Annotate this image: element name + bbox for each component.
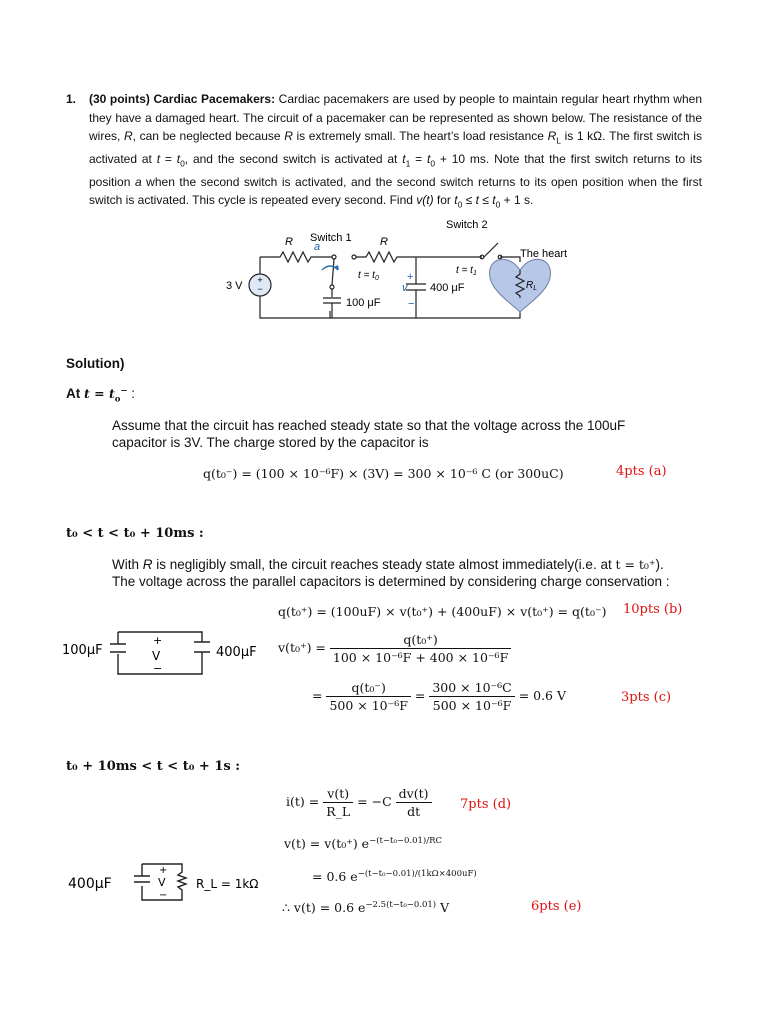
- svg-text:+: +: [257, 275, 263, 285]
- step3-eq4-base: ∴ v(t) = 0.6 e: [282, 900, 366, 916]
- var-sub: L: [556, 135, 561, 146]
- label-r-left: R: [285, 236, 293, 248]
- label-rl: R: [526, 280, 534, 291]
- step2-eq2-lhs: v(t₀⁺) =: [278, 640, 326, 655]
- switch1-blade: [332, 259, 334, 285]
- label-source: 3 V: [226, 280, 243, 292]
- var-rl: R: [547, 129, 557, 143]
- step2-text-3: ).: [655, 557, 664, 572]
- label-t0-sub: 0: [374, 275, 379, 282]
- label-t-eq-t0: t = t: [358, 270, 375, 281]
- step2-text-4: The voltage across the parallel capacitors is determined by considering charge conservation :: [112, 574, 670, 589]
- step3-eq4: [282, 900, 449, 915]
- label-t1-sub: 1: [472, 270, 477, 277]
- sketch1-left-label: 100μF: [62, 643, 103, 658]
- step2-heading: t₀ < t < t₀ + 10ms :: [66, 526, 204, 541]
- var-t: t: [475, 193, 479, 208]
- sketch1-right-label: 400μF: [216, 645, 257, 660]
- points-d: 7pts (d): [460, 797, 512, 812]
- sketch2-left-label: 400μF: [68, 876, 112, 892]
- step3-eq1-num2: dv(t): [396, 786, 432, 803]
- step2-eq3-den: 500 × 10⁻⁶F: [329, 698, 408, 713]
- sketch2-plus: +: [159, 865, 168, 876]
- svg-text:t = t0: [358, 270, 379, 282]
- label-v: v: [402, 282, 408, 294]
- var-sub: 0: [430, 158, 436, 169]
- points-e: 6pts (e): [531, 899, 582, 914]
- problem-statement: [66, 90, 702, 214]
- var-t: t: [402, 151, 406, 166]
- step3-eq1-mid: = −C: [357, 794, 392, 809]
- problem-text: for: [433, 193, 455, 208]
- step2-eq1: q(t₀⁺) = (100uF) × v(t₀⁺) + (400uF) × v(t₀⁺) = q(t₀⁻): [278, 604, 607, 619]
- step2-eq3-den2: 500 × 10⁻⁶F: [432, 698, 512, 713]
- problem-text: ≤: [462, 193, 476, 208]
- solution-heading: Solution): [66, 356, 125, 371]
- step3-eq1-lhs: i(t) =: [286, 794, 320, 809]
- step3-eq2-base: v(t) = v(t₀⁺) e: [284, 836, 370, 852]
- problem-text: + 10 ms. Note that the first switch returns to its position: [89, 151, 702, 189]
- sketch-parallel-capacitors: [60, 624, 270, 684]
- var-t: t: [426, 151, 431, 166]
- step1-equation: q(t₀⁻) = (100 × 10⁻⁶F) × (3V) = 300 × 10⁻⁶ C (or 300uC): [203, 466, 564, 481]
- step1-heading-sub: o: [114, 394, 121, 405]
- switch1-terminal-a: [332, 255, 336, 259]
- step3-eq4-unit: V: [436, 900, 450, 916]
- problem-number: 1.: [66, 92, 77, 106]
- heart-icon: [490, 259, 551, 312]
- svg-text:t = t1: [456, 265, 477, 277]
- step1-heading: [66, 386, 135, 405]
- problem-text: ≤: [478, 193, 493, 208]
- step3-eq1-den: R_L: [326, 804, 351, 819]
- step2-eq3: = $\frac{\text{q(t₀⁻)}}{\text{500 × 10⁻⁶F}}$ = $\frac{\text{300 × 10⁻⁶C}}{\text{500 × 10⁻⁶F}}$ = 0.6 V: [312, 680, 567, 713]
- problem-text: , can be neglected because: [132, 129, 285, 143]
- var-vt: v(t): [416, 193, 434, 208]
- switch1-pivot: [330, 285, 334, 289]
- step2-eq2-num: q(t₀⁺): [330, 632, 511, 649]
- problem-text: , and the second switch is activated at: [184, 151, 403, 166]
- points-b: 10pts (b): [623, 602, 683, 617]
- problem-text: Cardiac pacemakers are used by people to maintain regular heart rhythm when they have a damaged heart. The circuit of a pacemaker can be represented as shown below. The resistance of the wires,: [89, 92, 702, 143]
- problem-text: is extremely small. The heart’s load resistance: [292, 129, 548, 143]
- step2-eq3-result: = 0.6 V: [518, 688, 567, 703]
- var-t: t: [454, 193, 458, 208]
- sketch1-plus: +: [153, 634, 163, 647]
- sketch2-right-label: R_L = 1kΩ: [196, 877, 259, 891]
- step2-eq3-num: q(t₀⁻): [326, 680, 410, 697]
- step3-eq1-num: v(t): [323, 786, 353, 803]
- problem-points-title: (30 points) Cardiac Pacemakers:: [89, 92, 276, 106]
- step2-eq3-num2: 300 × 10⁻⁶C: [429, 680, 514, 697]
- resistor-left: [260, 252, 332, 262]
- label-minus: −: [408, 298, 415, 310]
- step3-eq3-base: = 0.6 e: [312, 869, 358, 885]
- step1-heading-suffix: :: [127, 386, 136, 402]
- problem-text: =: [410, 151, 427, 166]
- problem-text: when the second switch is activated, and the second switch returns to its open position when the first switch is activated. This cycle is repeated every second. Find: [89, 174, 703, 208]
- step2-text: [112, 556, 712, 590]
- step3-eq4-exp: −2.5(t−t₀−0.01): [365, 900, 437, 910]
- sketch1-minus: −: [153, 662, 163, 675]
- pacemaker-circuit-diagram: [220, 212, 580, 324]
- label-r-right: R: [380, 236, 388, 248]
- sketch2-minus: −: [159, 890, 168, 901]
- step3-eq1-den2: dt: [407, 804, 421, 819]
- var-sub: 0: [495, 199, 501, 210]
- step2-t-eq: t = t₀⁺: [615, 557, 656, 572]
- sketch2-v: V: [158, 876, 166, 889]
- step3-eq2-exp: −(t−t₀−0.01)/RC: [369, 836, 443, 846]
- problem-text: =: [160, 151, 177, 166]
- label-switch2: Switch 2: [446, 219, 488, 231]
- var-t: t: [176, 151, 181, 166]
- problem-text: + 1 s.: [500, 193, 534, 208]
- sketch1-v: V: [152, 649, 161, 663]
- step2-var-r: R: [142, 557, 153, 572]
- points-a: 4pts (a): [616, 464, 667, 479]
- label-heart: The heart: [520, 248, 568, 260]
- step3-eq3: [312, 869, 477, 884]
- var-sub: 1: [405, 158, 411, 169]
- switch1-terminal-b: [352, 255, 356, 259]
- step1-heading-math: t = t: [84, 386, 115, 402]
- step3-eq2: [284, 836, 442, 851]
- sketch-capacitor-load: [66, 858, 286, 908]
- label-plus: +: [407, 271, 414, 283]
- problem-text: is 1 kΩ. The first switch is activated at: [89, 129, 703, 166]
- label-cap1: 100 μF: [346, 297, 381, 309]
- label-t-eq-t1: t = t: [456, 265, 473, 276]
- label-rl-sub: L: [533, 285, 538, 292]
- step1-heading-prefix: At: [66, 386, 84, 402]
- step2-text-1: With: [112, 557, 143, 572]
- cap-100uf-symbol: [323, 298, 341, 303]
- var-t: t: [492, 193, 496, 208]
- var-sub: 0: [180, 158, 185, 169]
- var-r: R: [284, 129, 293, 143]
- step1-heading-sup: −: [120, 386, 128, 396]
- step3-eq3-exp: −(t−t₀−0.01)/(1kΩ×400uF): [357, 869, 477, 879]
- step2-eq2: [278, 632, 511, 665]
- points-c: 3pts (c): [621, 690, 672, 705]
- var-t: t: [156, 151, 161, 166]
- svg-text:−: −: [257, 284, 263, 294]
- step1-text: Assume that the circuit has reached steady state so that the voltage across the 100uF capacitor is 3V. The charge stored by the capacitor is: [112, 418, 626, 450]
- step3-eq1: [286, 786, 432, 819]
- step3-heading: t₀ + 10ms < t < t₀ + 1s :: [66, 759, 241, 774]
- label-a: a: [314, 241, 321, 253]
- label-switch1: Switch 1: [310, 232, 352, 244]
- step2-eq2-den: 100 × 10⁻⁶F + 400 × 10⁻⁶F: [332, 650, 509, 665]
- step2-text-2: is negligibly small, the circuit reaches steady state almost immediately(i.e. at: [152, 557, 616, 572]
- var-r: R: [123, 129, 133, 143]
- label-cap2: 400 μF: [430, 282, 465, 294]
- var-a: a: [134, 174, 142, 189]
- var-sub: 0: [457, 199, 463, 210]
